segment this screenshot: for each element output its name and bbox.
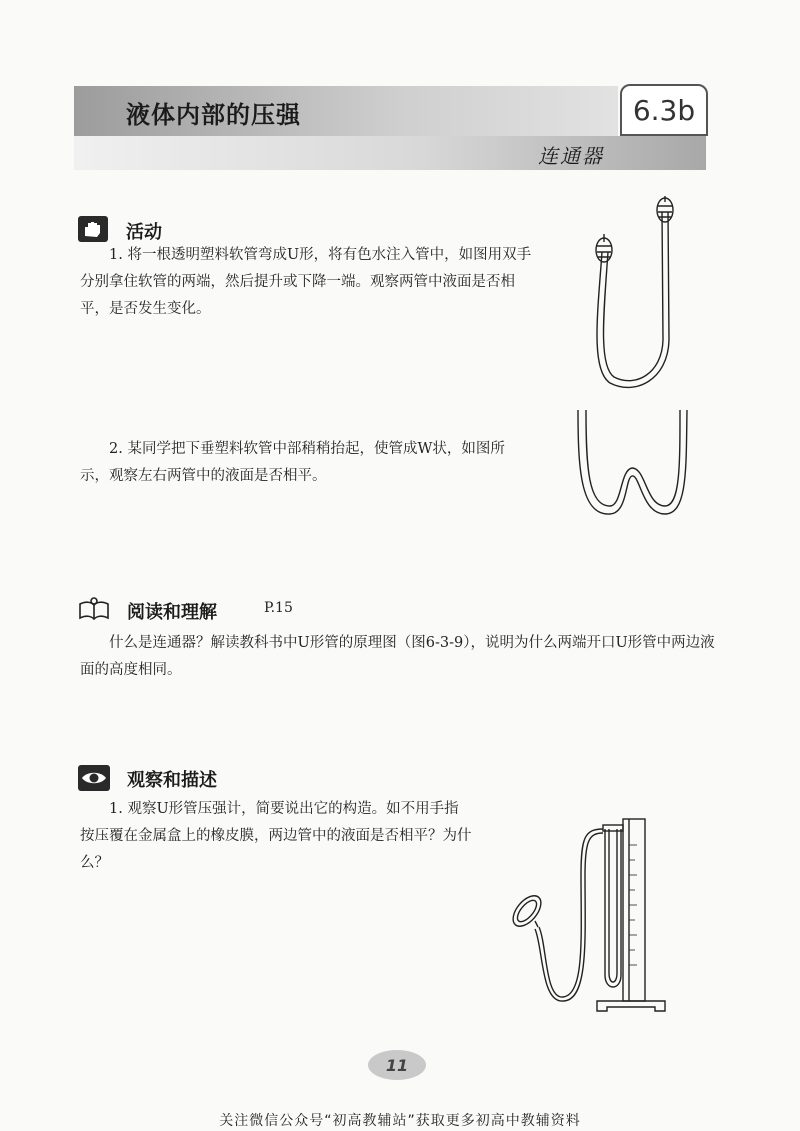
hand-icon: [78, 216, 108, 242]
activity-item-1: 1. 将一根透明塑料软管弯成U形，将有色水注入管中，如图用双手分别拿住软管的两端，然后提升或下降一端。观察两管中液面是否相平，是否发生变化。: [80, 247, 532, 317]
open-book-icon: [78, 596, 108, 622]
subtitle: 连通器: [538, 144, 604, 168]
eye-icon: [78, 765, 108, 791]
subtitle-band: [74, 136, 706, 170]
u-tube-hands-illustration: [580, 190, 700, 400]
reading-heading: 阅读和理解: [127, 602, 217, 623]
activity-heading: 活动: [126, 222, 162, 243]
page-title: 液体内部的压强: [126, 101, 301, 129]
observe-item-1: 1. 观察U形管压强计，简要说出它的构造。如不用手指按压覆在金属盒上的橡皮膜，两边管中的液面是否相平？为什么？: [80, 801, 472, 871]
activity-item-2: 2. 某同学把下垂塑料软管中部稍稍抬起，使管成W状，如图所示，观察左右两管中的液面是否相平。: [80, 441, 505, 484]
page-reference: P.15: [264, 600, 293, 616]
footer-text: 关注微信公众号“初高教辅站”获取更多初高中教辅资料: [219, 1113, 581, 1129]
page-number: 11: [368, 1050, 426, 1080]
section-number: 6.3b: [620, 84, 708, 136]
reading-text: 什么是连通器？解读教科书中U形管的原理图（图6-3-9），说明为什么两端开口U形管中两边液面的高度相同。: [80, 635, 715, 678]
observe-heading: 观察和描述: [127, 770, 217, 791]
u-tube-manometer-illustration: [505, 815, 675, 1025]
w-tube-illustration: [570, 406, 700, 526]
